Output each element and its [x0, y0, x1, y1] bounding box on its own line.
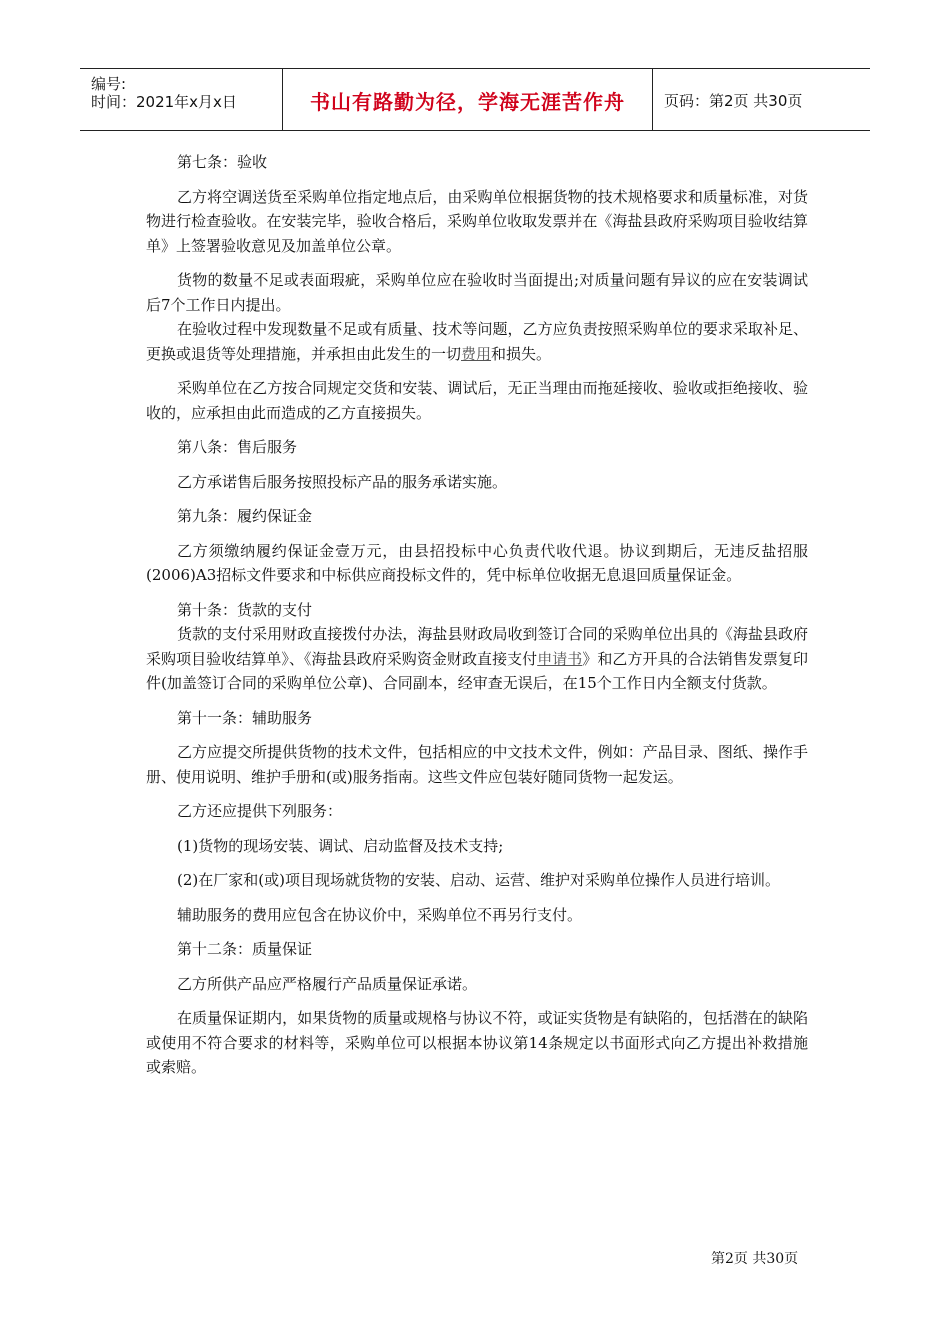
list-item: (2)在厂家和(或)项目现场就货物的安装、启动、运营、维护对采购单位操作人员进行培训。 — [177, 871, 780, 889]
header-meta — [80, 69, 282, 130]
application-link[interactable]: 申请书 — [537, 649, 583, 668]
document-body — [146, 150, 808, 1080]
paragraph: 乙方应提交所提供货物的技术文件，包括相应的中文技术文件，例如：产品目录、图纸、操作手册、使用说明、维护手册和(或)服务指南。这些文件应包装好随同货物一起发运。 — [146, 743, 808, 786]
date-label: 时间：2021年x月x日 — [91, 93, 237, 111]
number-label: 编号: — [91, 75, 127, 93]
paragraph: 乙方将空调送货至采购单位指定地点后，由采购单位根据货物的技术规格要求和质量标准，对货物进行检查验收。在安装完毕，验收合格后，采购单位收取发票并在《海盐县政府采购项目验收结算单》上签署验收意见及加盖单位公章。 — [146, 187, 808, 255]
article-9-title: 第九条：履约保证金 — [177, 507, 313, 525]
header-motto-cell — [282, 69, 653, 130]
article-11-title: 第十一条：辅助服务 — [177, 708, 313, 727]
article-7-title: 第七条：验收 — [177, 153, 268, 171]
footer-page-info: 第2页 共30页 — [711, 1251, 799, 1267]
paragraph: 在验收过程中发现数量不足或有质量、技术等问题，乙方应负责按照采购单位的要求采取补足、更换或退货等处理措施，并承担由此发生的一切费用和损失。 — [146, 320, 808, 363]
list-item: (1)货物的现场安装、调试、启动监督及技术支持; — [177, 836, 504, 855]
paragraph: 乙方承诺售后服务按照投标产品的服务承诺实施。 — [177, 472, 508, 491]
article-10-title: 第十条：货款的支付 — [177, 600, 313, 619]
paragraph: 货款的支付采用财政直接拨付办法，海盐县财政局收到签订合同的采购单位出具的《海盐县政府采购项目验收结算单》、《海盐县政府采购资金财政直接支付申请书》和乙方开具的合法销售发票复印件(加盖签订合同的采购单位公章)、合同副本，经审查无误后，在15个工作日内全额支付货款。 — [146, 625, 808, 692]
paragraph: 乙方所供产品应严格履行产品质量保证承诺。 — [177, 974, 478, 993]
page-header — [80, 68, 870, 131]
header-page-cell — [653, 69, 870, 130]
fee-link[interactable]: 费用 — [461, 344, 492, 363]
paragraph: 辅助服务的费用应包含在协议价中，采购单位不再另行支付。 — [177, 905, 583, 924]
article-8-title: 第八条：售后服务 — [177, 438, 298, 456]
article-12-title: 第十二条：质量保证 — [177, 940, 313, 958]
paragraph: 乙方须缴纳履约保证金壹万元，由县招投标中心负责代收代退。协议到期后，无违反盐招服(2006)A3招标文件要求和中标供应商投标文件的，凭中标单位收据无息退回质量保证金。 — [146, 541, 808, 584]
motto: 书山有路勤为径，学海无涯苦作舟 — [310, 90, 625, 114]
paragraph: 货物的数量不足或表面瑕疵，采购单位应在验收时当面提出;对质量问题有异议的应在安装调试后7个工作日内提出。 — [146, 271, 808, 314]
paragraph: 采购单位在乙方按合同规定交货和安装、调试后，无正当理由而拖延接收、验收或拒绝接收、验收的，应承担由此而造成的乙方直接损失。 — [146, 379, 808, 422]
paragraph: 在质量保证期内，如果货物的质量或规格与协议不符，或证实货物是有缺陷的，包括潜在的缺陷或使用不符合要求的材料等，采购单位可以根据本协议第14条规定以书面形式向乙方提出补救措施或索赔。 — [146, 1009, 808, 1076]
header-page-info: 页码：第2页 共30页 — [664, 92, 803, 110]
paragraph: 乙方还应提供下列服务： — [177, 802, 343, 820]
